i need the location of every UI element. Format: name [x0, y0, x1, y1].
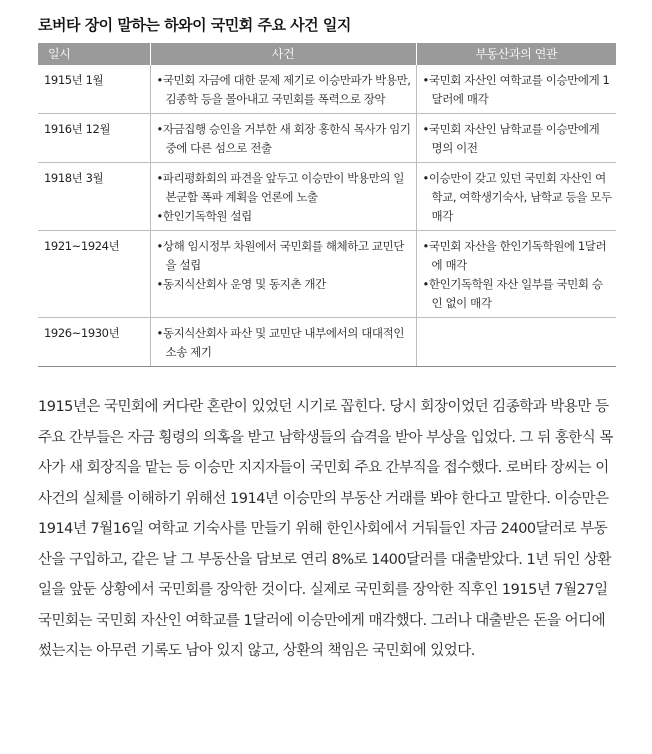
header-date: 일시 — [38, 43, 150, 65]
bullet-item: •한인기독학원 설립 — [156, 209, 252, 223]
cell-event — [150, 231, 416, 318]
table-row — [38, 163, 616, 231]
table-body — [38, 65, 616, 367]
cell-date: 1915년 1월 — [38, 65, 150, 114]
cell-estate — [416, 231, 616, 318]
cell-estate — [416, 163, 616, 231]
bullet-item: •한인기독학원 자산 일부를 국민회 승인 없이 매각 — [422, 277, 603, 310]
cell-date: 1921~1924년 — [38, 231, 150, 318]
figure-block — [38, 14, 616, 367]
cell-date: 1918년 3월 — [38, 163, 150, 231]
cell-estate — [416, 114, 616, 163]
table-row — [38, 231, 616, 318]
bullet-item: •국민회 자금에 대한 문제 제기로 이승만파가 박용만, 김종학 등을 몰아내고 국민회를 폭력으로 장악 — [156, 73, 411, 106]
table-row — [38, 65, 616, 114]
bullet-item: •국민회 자산을 한인기독학원에 1달러에 매각 — [422, 239, 607, 272]
bullet-item: •파리평화회의 파견을 앞두고 이승만이 박용만의 일본군함 폭파 계획을 언론에 노출 — [156, 171, 405, 204]
bullet-item: •국민회 자산인 남학교를 이승만에게 명의 이전 — [422, 122, 600, 155]
cell-date: 1926~1930년 — [38, 318, 150, 367]
table-header-row — [38, 43, 616, 65]
cell-event — [150, 318, 416, 367]
bullet-item: •국민회 자산인 여학교를 이승만에게 1달러에 매각 — [422, 73, 610, 106]
cell-event — [150, 114, 416, 163]
table-row — [38, 318, 616, 367]
events-table — [38, 43, 616, 367]
table-row — [38, 114, 616, 163]
cell-event — [150, 65, 416, 114]
header-estate: 부동산과의 연관 — [416, 43, 616, 65]
bullet-item: •동지식산회사 파산 및 교민단 내부에서의 대대적인 소송 제기 — [156, 326, 405, 359]
cell-date: 1916년 12월 — [38, 114, 150, 163]
header-event: 사건 — [150, 43, 416, 65]
article-paragraph: 1915년은 국민회에 커다란 혼란이 있었던 시기로 꼽힌다. 당시 회장이었던 김종학과 박용만 등 주요 간부들은 자금 횡령의 의혹을 받고 남학생들의 습격을 받아 부상을 입었다. 그 뒤 홍한식 목사가 새 회장직을 맡는 등 이승만 지지자들이 국민회 주요 간부직을 접수했다. 로버타 장씨는 이 사건의 실체를 이해하기 위해선 1914년 이승만의 부동산 거래를 봐야 한다고 말한다. 이승만은 1914년 7월16일 여학교 기숙사를 만들기 위해 한인사회에서 거둬들인 자금 2400달러로 부동산을 구입하고, 같은 날 그 부동산을 담보로 연리 8%로 1400달러를 대출받았다. 1년 뒤인 상환일을 앞둔 상황에서 국민회를 장악한 것이다. 실제로 국민회를 장악한 직후인 1915년 7월27일 국민회는 국민회 자산인 여학교를 1달러에 이승만에게 매각했다. 그러나 대출받은 돈을 어디에 썼는지는 아무런 기록도 남아 있지 않고, 상환의 책임은 국민회에 있었다. — [38, 399, 613, 659]
cell-event — [150, 163, 416, 231]
bullet-item: •이승만이 갖고 있던 국민회 자산인 여학교, 여학생기숙사, 남학교 등을 모두 매각 — [422, 171, 612, 223]
bullet-item: •동지식산회사 운영 및 동지촌 개간 — [156, 277, 326, 291]
cell-estate — [416, 318, 616, 367]
cell-estate — [416, 65, 616, 114]
bullet-item: •자금집행 승인을 거부한 새 회장 홍한식 목사가 임기중에 다른 섬으로 전출 — [156, 122, 411, 155]
bullet-item: •상해 임시정부 차원에서 국민회를 해체하고 교민단을 설립 — [156, 239, 405, 272]
table-title: 로버타 장이 말하는 하와이 국민회 주요 사건 일지 — [38, 16, 351, 34]
